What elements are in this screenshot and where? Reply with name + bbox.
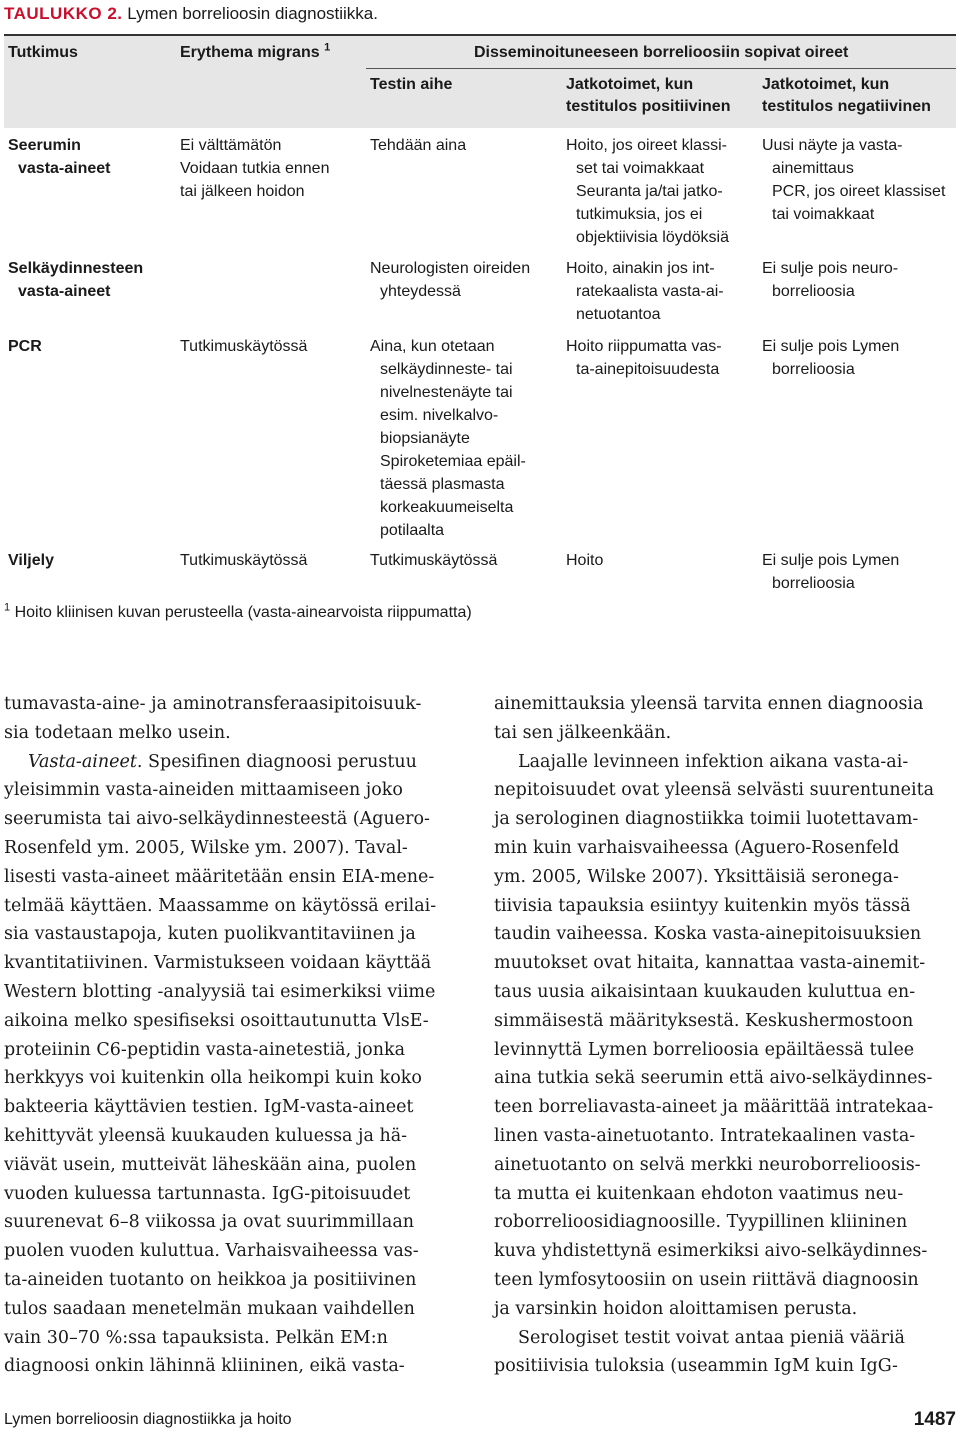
cell-line: PCR <box>8 338 42 355</box>
footnote-text: Hoito kliinisen kuvan perusteella (vasta-ainearvoista riippumatta) <box>14 604 472 621</box>
cell-negative <box>762 335 899 381</box>
header-erythema-sup: 1 <box>324 41 331 54</box>
header-negative <box>762 74 931 118</box>
text-line: kvantitatiivinen. Varmistukseen voidaan käyttää <box>4 953 432 974</box>
cell-line: Hoito <box>566 552 604 569</box>
text-line: tiivisia tapauksia esiintyy kuitenkin myös tässä <box>494 895 911 916</box>
text-line: ym. 2005, Wilske 2007). Yksittäisiä seronega- <box>494 866 899 887</box>
header-negative-line: testitulos negatiivinen <box>762 98 931 115</box>
cell-line: potilaalta <box>380 522 445 539</box>
cell-line: set tai voimakkaat <box>576 160 705 177</box>
text-line: lisesti vasta-aineet määritetään ensin EIA-mene- <box>4 866 435 887</box>
cell-erythema <box>180 134 329 203</box>
cell-line: Ei sulje pois neuro- <box>762 260 899 277</box>
cell-line: korkeakuumeiselta <box>380 499 514 516</box>
header-positive-line: Jatkotoimet, kun <box>566 76 694 93</box>
cell-line: Seuranta ja/tai jatko- <box>576 183 723 200</box>
header-negative-line: Jatkotoimet, kun <box>762 76 890 93</box>
cell-negative <box>762 549 899 595</box>
cell-negative <box>762 134 945 226</box>
footnote-mark: 1 <box>4 601 11 614</box>
cell-line: Tutkimuskäytössä <box>370 552 498 569</box>
cell-line: biopsianäyte <box>380 430 470 447</box>
cell-line: yhteydessä <box>380 283 461 300</box>
text-line: sia vastaustapoja, kuten puolikvantitaviinen ja <box>4 924 416 945</box>
text-line: tumavasta-aine- ja aminotransferaasipitoisuuk- <box>4 694 422 714</box>
cell-testin-aihe <box>370 134 466 157</box>
text-line: taus uusia aikaisintaan kuukauden kuluttua en- <box>494 981 916 1002</box>
cell-positive <box>566 335 722 381</box>
text-line: ta mutta ei kuitenkaan ehdoton vaatimus neu- <box>494 1183 904 1204</box>
text-line: Rosenfeld ym. 2005, Wilske ym. 2007). Taval- <box>4 837 408 858</box>
text-line: nepitoisuudet ovat yleensä selvästi suurentuneita <box>494 780 935 801</box>
header-divider <box>366 68 956 69</box>
cell-erythema <box>180 549 307 572</box>
cell-test <box>8 549 54 572</box>
text-line: yleisimmin vasta-aineiden mittaamiseen joko <box>4 780 403 801</box>
text-line <box>4 748 436 777</box>
text-line: ja varsinkin hoidon aloittamisen perusta. <box>494 1298 858 1319</box>
header-tutkimus: Tutkimus <box>8 44 78 61</box>
table-label: TAULUKKO 2. <box>4 4 123 23</box>
text-line: bakteeria käyttävien testien. IgM-vasta-aineet <box>4 1097 414 1118</box>
text-line: levinnyttä Lymen borrelioosia epäiltäessä tulee <box>494 1039 915 1060</box>
cell-negative <box>762 257 898 303</box>
cell-line: Tehdään aina <box>370 137 467 154</box>
text-line: Laajalle levinneen infektion aikana vasta-ai- <box>518 751 909 772</box>
cell-testin-aihe <box>370 335 526 542</box>
text-line: simmäisestä määrityksestä. Keskushermostoon <box>494 1010 914 1031</box>
text-line: telmää käyttäen. Maassamme on käytössä erilai- <box>4 895 437 916</box>
cell-line: Uusi näyte ja vasta- <box>762 137 903 154</box>
cell-line: Ei sulje pois Lymen <box>762 552 900 569</box>
text-line: kuva yhdistettynä esimerkiksi aivo-selkäydinnes- <box>494 1241 928 1262</box>
header-erythema-text: Erythema migrans <box>180 44 320 61</box>
text-run: Spesifinen diagnoosi perustuu <box>142 751 417 772</box>
cell-test <box>8 335 42 358</box>
page-number: 1487 <box>913 1409 956 1430</box>
cell-line: Hoito, jos oireet klassi- <box>566 137 727 154</box>
cell-line: selkäydinneste- tai <box>380 361 513 378</box>
cell-line: Hoito, ainakin jos int- <box>566 260 715 277</box>
cell-positive <box>566 549 603 572</box>
text-line: aina tutkia sekä seerumin että aivo-selkäydinnes- <box>494 1068 933 1089</box>
body-column-right <box>494 690 934 1381</box>
text-line: linen vasta-ainetuotanto. Intratekaalinen vasta- <box>494 1125 916 1146</box>
header-disseminated: Disseminoituneeseen borrelioosiin sopivat oireet <box>474 44 849 61</box>
table-title: Lymen borrelioosin diagnostiikka. <box>127 4 378 23</box>
cell-line: tutkimuksia, jos ei <box>576 206 703 223</box>
cell-positive <box>566 257 724 326</box>
cell-test <box>8 257 143 303</box>
cell-line: esim. nivelkalvo- <box>380 407 499 424</box>
text-line: roborrelioosidiagnoosille. Tyypillinen kliininen <box>494 1212 908 1233</box>
cell-line: PCR, jos oireet klassiset <box>772 183 946 200</box>
header-positive-line: testitulos positiivinen <box>566 98 731 115</box>
cell-line: Viljely <box>8 552 54 569</box>
cell-line: tai voimakkaat <box>772 206 875 223</box>
cell-line: vasta-aineet <box>18 160 111 177</box>
text-line: Western blotting -analyysiä tai esimerkiksi viime <box>4 981 436 1002</box>
cell-line: Ei välttämätön <box>180 137 282 154</box>
cell-line: netuotantoa <box>576 306 661 323</box>
cell-line: nivelnestenäyte tai <box>380 384 513 401</box>
text-line: vain 30–70 %:ssa tapauksista. Pelkän EM:n <box>4 1327 388 1348</box>
cell-line: täessä plasmasta <box>380 476 505 493</box>
text-line: kehittyvät yleensä kuukauden kuluessa ja hä- <box>4 1125 408 1146</box>
text-line: diagnoosi onkin lähinnä kliininen, eikä vasta- <box>4 1356 405 1377</box>
cell-line: tai jälkeen hoidon <box>180 183 305 200</box>
cell-line: borrelioosia <box>772 575 855 592</box>
table-footnote <box>4 601 472 622</box>
text-line: tai sen jälkeenkään. <box>494 722 672 743</box>
cell-line: ta-ainepitoisuudesta <box>576 361 720 378</box>
text-line: teen lymfosytoosiin on usein riittävä diagnoosin <box>494 1269 919 1290</box>
text-line: Serologiset testit voivat antaa pieniä vääriä <box>518 1327 905 1348</box>
cell-test <box>8 134 111 180</box>
header-positive <box>566 74 730 118</box>
text-line: seerumista tai aivo-selkäydinnesteestä (Aguero- <box>4 809 430 830</box>
cell-testin-aihe <box>370 257 530 303</box>
text-line: vuoden kuluessa tartunnasta. IgG-pitoisuudet <box>4 1183 411 1204</box>
section-label: Vasta-aineet. <box>28 751 143 772</box>
text-line: taudin vaiheessa. Koska vasta-ainepitoisuuksien <box>494 924 922 945</box>
cell-line: Hoito riippumatta vas- <box>566 338 722 355</box>
cell-line: Tutkimuskäytössä <box>180 338 308 355</box>
text-line: herkkyys voi kuitenkin olla heikompi kuin koko <box>4 1068 422 1089</box>
cell-line: objektiivisia löydöksiä <box>576 229 729 246</box>
text-line: min kuin varhaisvaiheessa (Aguero-Rosenfeld <box>494 837 900 858</box>
cell-positive <box>566 134 729 249</box>
text-line: suurenevat 6–8 viikossa ja ovat suurimmillaan <box>4 1212 415 1233</box>
cell-line: vasta-aineet <box>18 283 111 300</box>
cell-line: ainemittaus <box>772 160 854 177</box>
cell-line: Neurologisten oireiden <box>370 260 531 277</box>
text-line: ta-aineiden tuotanto on heikkoa ja positiivinen <box>4 1269 417 1290</box>
footer-title: Lymen borrelioosin diagnostiikka ja hoito <box>4 1411 292 1428</box>
text-line: aikoina melko spesifiseksi osoittautunutta VlsE- <box>4 1010 429 1031</box>
text-line: ja serologinen diagnostiikka toimii luotettavam- <box>494 809 919 830</box>
cell-line: Aina, kun otetaan <box>370 338 495 355</box>
text-line: ainemittauksia yleensä tarvita ennen diagnoosia <box>494 694 924 714</box>
header-testin-aihe: Testin aihe <box>370 76 453 93</box>
text-line: positiivisia tuloksia (useammin IgM kuin IgG- <box>494 1356 898 1377</box>
cell-line: Seerumin <box>8 137 81 154</box>
table-header <box>4 36 956 128</box>
text-line: viävät usein, mutteivät läheskään aina, puolen <box>4 1154 417 1175</box>
text-line: puolen vuoden kuluttua. Varhaisvaiheessa vas- <box>4 1241 419 1262</box>
cell-line: borrelioosia <box>772 283 855 300</box>
header-erythema <box>180 42 330 64</box>
cell-line: Ei sulje pois Lymen <box>762 338 900 355</box>
cell-line: Voidaan tutkia ennen <box>180 160 330 177</box>
cell-testin-aihe <box>370 549 497 572</box>
text-line: muutokset ovat hitaita, kannattaa vasta-ainemit- <box>494 953 926 974</box>
table-caption <box>4 4 378 24</box>
text-line: ainetuotanto on selvä merkki neuroborrelioosis- <box>494 1154 921 1175</box>
text-line: sia todetaan melko usein. <box>4 722 231 743</box>
body-column-left <box>4 690 436 1381</box>
cell-line: ratekaalista vasta-ai- <box>576 283 724 300</box>
cell-line: borrelioosia <box>772 361 855 378</box>
text-line: proteiinin C6-peptidin vasta-ainetestiä, jonka <box>4 1039 406 1060</box>
text-line: teen borreliavasta-aineet ja määrittää intratekaa- <box>494 1097 934 1118</box>
cell-line: Spiroketemiaa epäil- <box>380 453 526 470</box>
cell-line: Selkäydinnesteen <box>8 260 144 277</box>
text-line: tulos saadaan menetelmän mukaan vaihdellen <box>4 1298 415 1319</box>
cell-erythema <box>180 335 307 358</box>
cell-line: Tutkimuskäytössä <box>180 552 308 569</box>
